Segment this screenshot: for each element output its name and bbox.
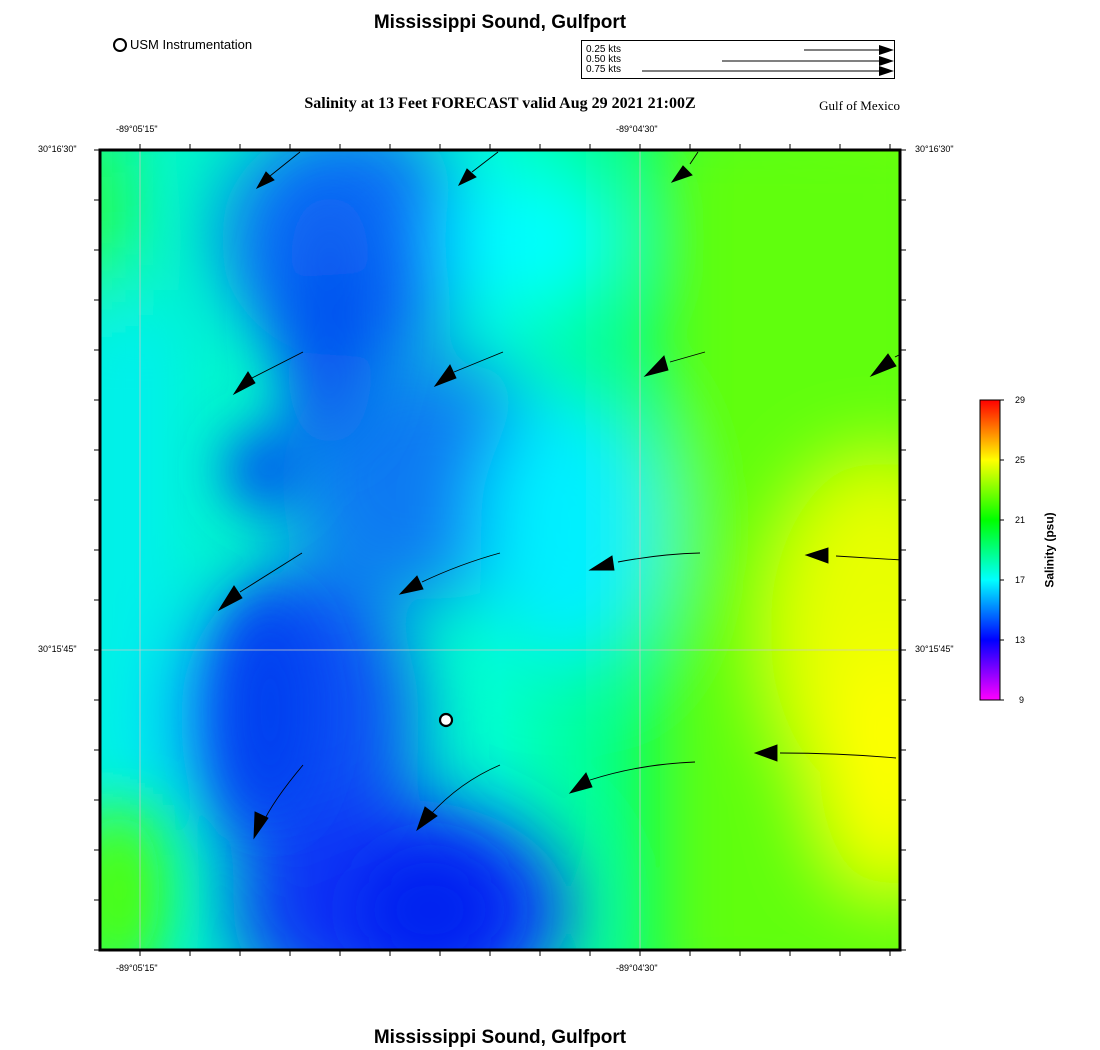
salinity-field: [90, 140, 910, 960]
map-title: Mississippi Sound, Gulfport: [373, 12, 627, 33]
vector-legend-label: 0.25 kts: [586, 44, 622, 55]
vector-legend-label: 0.50 kts: [586, 54, 622, 65]
lat-label-right-mid: 30°15'45": [915, 644, 954, 654]
forecast-subtitle: Salinity at 13 Feet FORECAST valid Aug 29 2021 21:00Z: [304, 95, 696, 112]
salinity-map: [90, 140, 910, 960]
colorbar-tick: 25: [1015, 455, 1026, 465]
lon-label-bottom-left: -89°05'15": [116, 963, 158, 973]
lon-label-bottom-right: -89°04'30": [616, 963, 658, 973]
footer-title: Mississippi Sound, Gulfport: [373, 1027, 627, 1048]
region-label: Gulf of Mexico: [819, 98, 900, 113]
lon-label-top-left: -89°05'15": [116, 124, 158, 134]
legend-arrow-icon: [642, 66, 894, 76]
vector-legend: [581, 40, 895, 79]
legend-arrow-icon: [722, 56, 894, 66]
colorbar-tick: 9: [1019, 695, 1025, 705]
colorbar-tick: 17: [1015, 575, 1026, 585]
station-legend-label: USM Instrumentation: [130, 37, 253, 52]
colorbar-tick: 21: [1015, 515, 1026, 525]
colorbar-tick: 13: [1015, 635, 1026, 645]
legend-arrow-icon: [804, 45, 894, 55]
station-legend: [113, 37, 252, 52]
station-marker-icon: [113, 38, 127, 52]
colorbar-title: Salinity (psu): [1043, 512, 1057, 588]
lat-label-left-top: 30°16'30": [38, 144, 77, 154]
lon-label-top-right: -89°04'30": [616, 124, 658, 134]
colorbar-tick: 29: [1015, 395, 1026, 405]
vector-legend-arrows: [582, 41, 896, 80]
lat-label-left-mid: 30°15'45": [38, 644, 77, 654]
vector-legend-label: 0.75 kts: [586, 64, 622, 75]
lat-label-right-top: 30°16'30": [915, 144, 954, 154]
station-marker[interactable]: [440, 714, 452, 726]
